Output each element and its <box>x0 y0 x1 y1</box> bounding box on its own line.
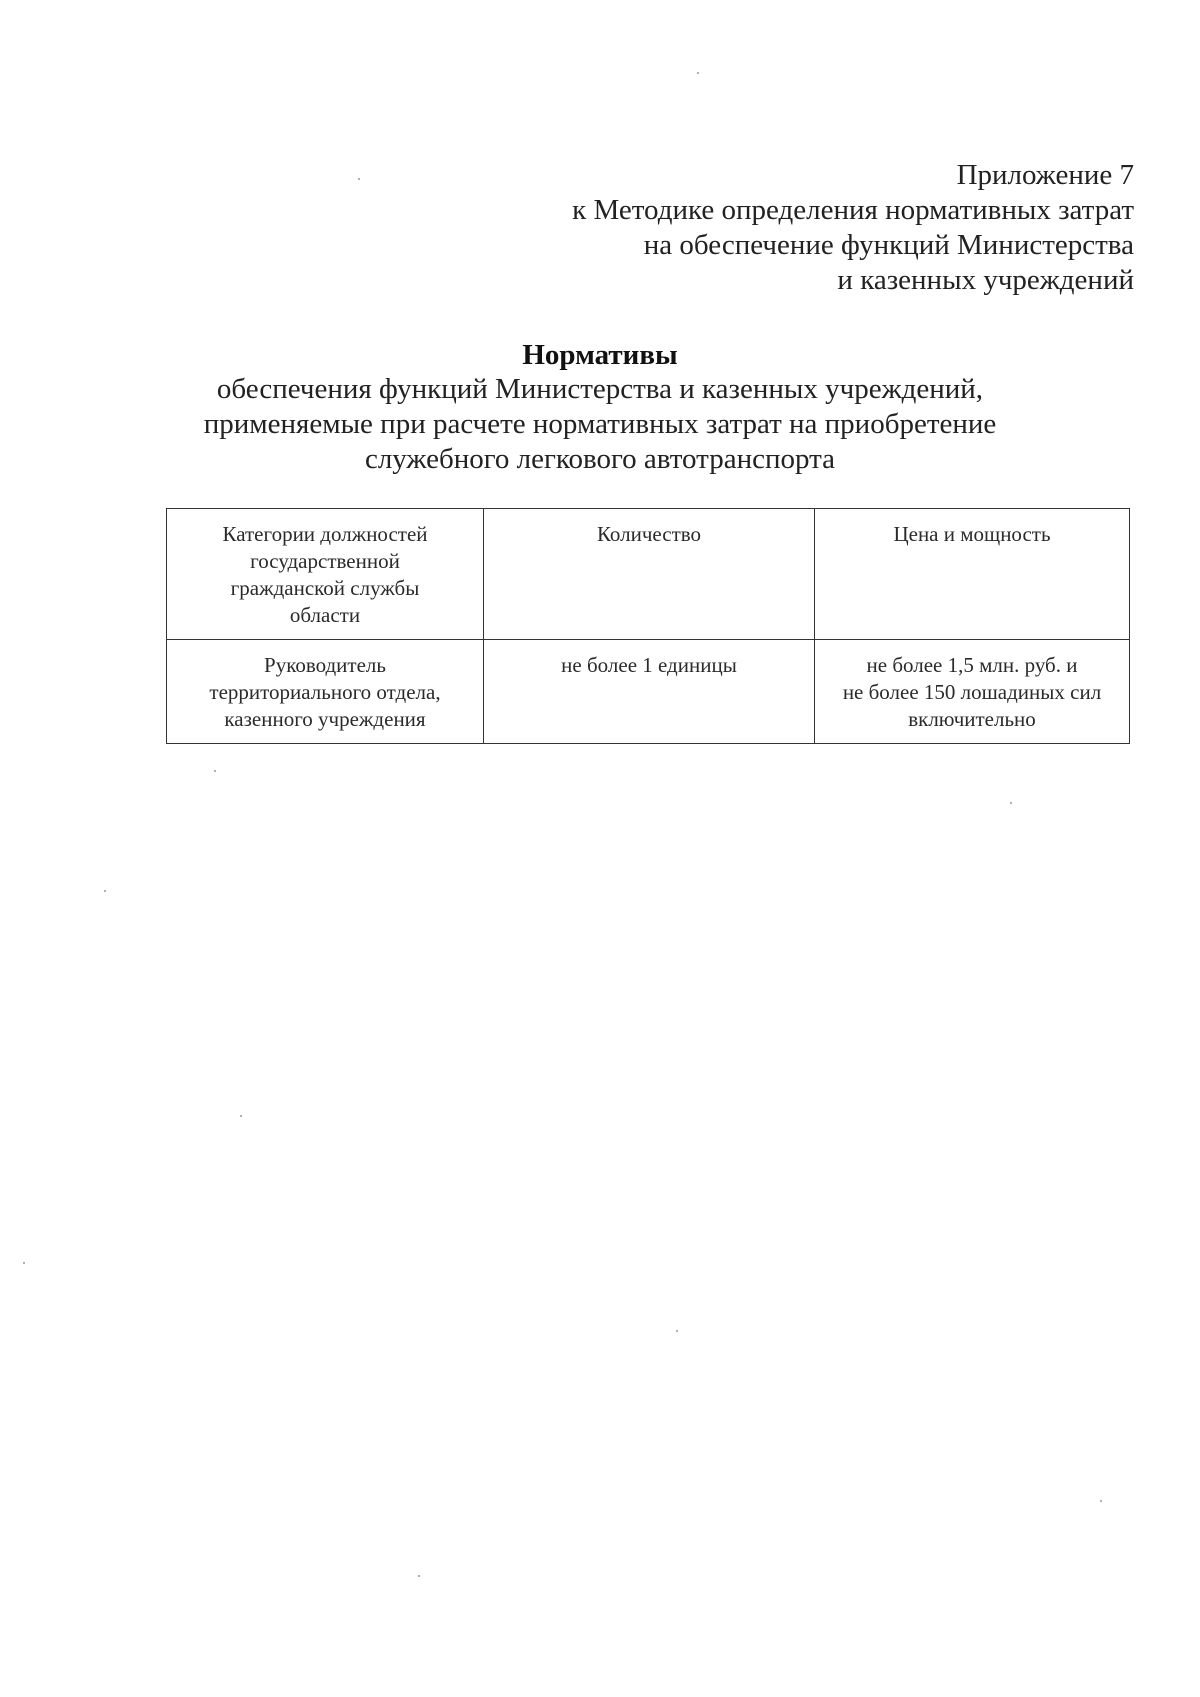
cell-line: Цена и мощность <box>893 522 1051 546</box>
scan-speck <box>104 890 106 892</box>
table-row <box>167 640 1130 744</box>
appendix-line: и казенных учреждений <box>837 264 1134 296</box>
appendix-line: Приложение 7 <box>956 159 1134 191</box>
cell-category <box>167 640 484 744</box>
scan-speck <box>23 1262 25 1264</box>
cell-line: Руководитель <box>264 653 386 677</box>
scan-speck <box>240 1115 242 1117</box>
cell-line: территориального отдела, <box>209 680 441 704</box>
cell-line: не более 1,5 млн. руб. и <box>866 653 1078 677</box>
cell-line: области <box>289 603 361 627</box>
cell-quantity <box>484 640 815 744</box>
appendix-reference <box>434 158 1134 298</box>
appendix-line: на обеспечение функций Министерства <box>643 229 1134 261</box>
header-cell-quantity <box>484 509 815 640</box>
cell-line: не более 150 лошадиных сил <box>842 680 1102 704</box>
cell-line: государственной <box>250 549 400 573</box>
document-title: Нормативы <box>522 339 678 371</box>
norms-table <box>166 508 1130 744</box>
scan-speck <box>697 72 699 74</box>
title-block <box>150 338 1050 477</box>
scan-speck <box>418 1575 420 1577</box>
document-subtitle <box>150 372 1050 477</box>
scan-speck <box>1100 1500 1102 1502</box>
cell-line: включительно <box>908 707 1036 731</box>
appendix-line: к Методике определения нормативных затрат <box>572 194 1134 226</box>
table-header-row <box>167 509 1130 640</box>
scan-speck <box>676 1330 678 1332</box>
subtitle-line: применяемые при расчете нормативных затрат на приобретение <box>203 408 997 440</box>
scan-speck <box>214 770 216 772</box>
header-cell-price-power <box>815 509 1130 640</box>
cell-line: Количество <box>596 522 702 546</box>
subtitle-line: служебного легкового автотранспорта <box>364 443 836 475</box>
scan-speck <box>358 178 360 180</box>
header-cell-category <box>167 509 484 640</box>
cell-line: не более 1 единицы <box>561 653 737 677</box>
cell-line: казенного учреждения <box>224 707 426 731</box>
cell-line: гражданской службы <box>230 576 420 600</box>
scan-speck <box>1010 802 1012 804</box>
subtitle-line: обеспечения функций Министерства и казенных учреждений, <box>216 373 984 405</box>
cell-line: Категории должностей <box>222 522 428 546</box>
cell-price-power <box>815 640 1130 744</box>
